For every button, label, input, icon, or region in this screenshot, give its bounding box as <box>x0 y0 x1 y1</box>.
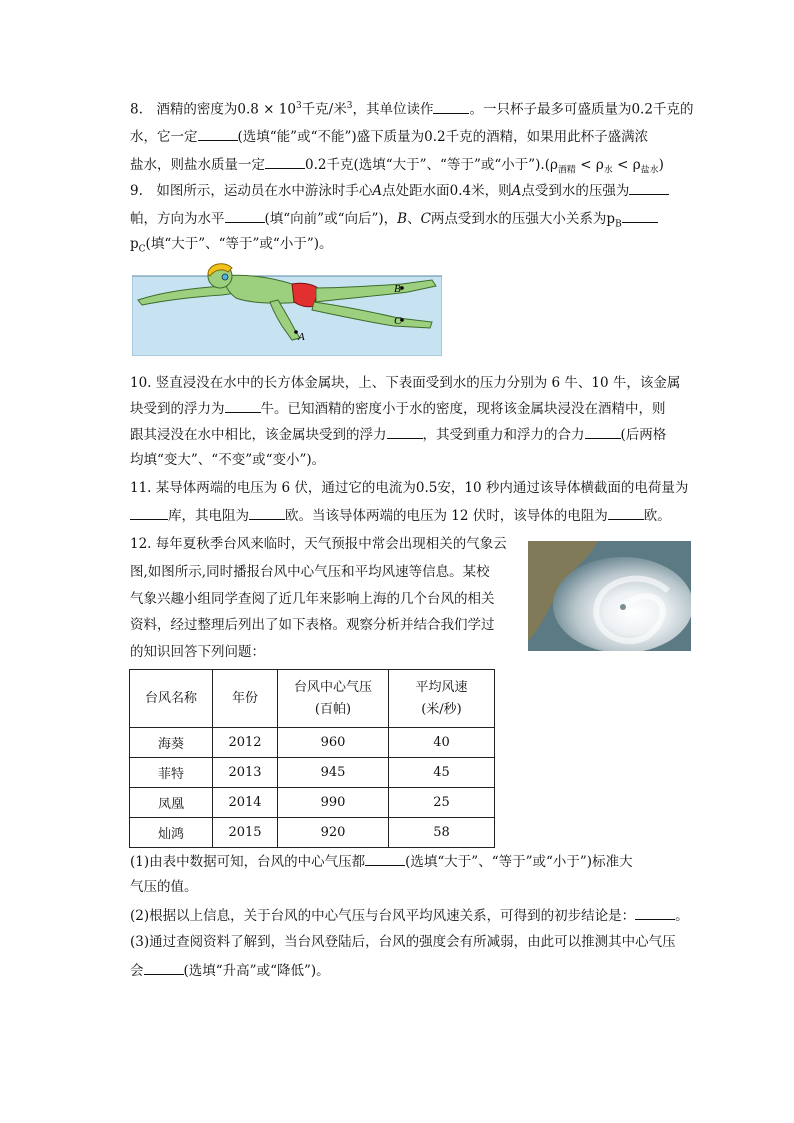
table-row <box>130 758 495 788</box>
subscript: 水 <box>603 165 613 176</box>
text: 台风中心气压 <box>293 679 372 695</box>
text: 帕，方向为水平 <box>130 211 225 227</box>
text: 欧。当该导体两端的电压为 12 伏时，该导体的电阻为 <box>285 508 608 524</box>
cell-wind: 40 <box>389 728 495 758</box>
cell-wind: 58 <box>389 818 495 848</box>
q12-sub3-line-1 <box>130 932 676 952</box>
text: 两点受到水的压强大小关系为p <box>430 211 616 227</box>
text: < ρ <box>575 157 604 173</box>
header-pressure <box>278 670 389 728</box>
answer-blank[interactable] <box>265 154 305 169</box>
text: 、 <box>407 211 421 227</box>
text: 年份 <box>231 690 258 706</box>
point-label: A <box>511 183 522 199</box>
q11-line-1 <box>130 478 688 498</box>
header-wind <box>389 670 495 728</box>
cell-pressure: 920 <box>278 818 389 848</box>
text: 台风名称 <box>144 690 197 706</box>
cell-pressure: 990 <box>278 788 389 818</box>
text: 水，它一定 <box>130 129 198 145</box>
text: 。 <box>675 908 689 924</box>
text: 的知识回答下列问题： <box>130 644 265 660</box>
answer-blank[interactable] <box>198 126 238 141</box>
exponent: 3 <box>346 101 353 111</box>
cell-wind: 25 <box>389 788 495 818</box>
text: 8. 酒精的密度为0.8 × 10 <box>130 101 296 118</box>
q12-line-1 <box>130 534 507 554</box>
swimmer-figure <box>132 262 442 356</box>
answer-blank[interactable] <box>433 99 469 114</box>
q8-line-1 <box>130 96 693 120</box>
text: 12. 每年夏秋季台风来临时，天气预报中常会出现相关的气象云 <box>130 536 507 552</box>
answer-blank[interactable] <box>249 505 285 520</box>
typhoon-cloud <box>553 557 691 651</box>
text: 资料，经过整理后列出了如下表格。观察分析并结合我们学过 <box>130 617 495 633</box>
q12-line-4 <box>130 615 495 635</box>
answer-blank[interactable] <box>585 424 621 439</box>
text: (填“向前”或“向后”)， <box>264 211 398 227</box>
q9-line-2 <box>130 208 658 235</box>
cell-pressure: 960 <box>278 728 389 758</box>
q12-line-2 <box>130 562 490 582</box>
text: (填“大于”、“等于”或“小于”)。 <box>145 236 333 252</box>
cell-year: 2012 <box>213 728 278 758</box>
q8-line-3 <box>130 154 664 181</box>
answer-blank[interactable] <box>635 905 675 920</box>
answer-blank[interactable] <box>629 180 669 195</box>
text: 跟其浸没在水中相比，该金属块受到的浮力 <box>130 427 387 443</box>
text: 10. 竖直浸没在水中的长方体金属块，上、下表面受到水的压力分别为 6 牛、10 牛，该金属 <box>130 375 681 391</box>
text: (百帕) <box>314 701 352 717</box>
label-a: A <box>298 331 305 343</box>
subscript: B <box>615 219 622 230</box>
q8-line-2 <box>130 126 648 147</box>
text: < ρ <box>612 157 641 173</box>
text: 。一只杯子最多可盛质量为0.2千克的 <box>469 101 694 118</box>
answer-blank[interactable] <box>225 208 265 223</box>
text: (1)由表中数据可知，台风的中心气压都 <box>130 854 366 870</box>
text: 图,如图所示,同时播报台风中心气压和平均风速等信息。某校 <box>130 564 490 580</box>
text: 均填“变大”、“不变”或“变小”)。 <box>130 452 326 468</box>
answer-blank[interactable] <box>622 208 658 223</box>
typhoon-eye <box>620 604 626 610</box>
q10-line-2 <box>130 398 666 419</box>
q9-line-1 <box>130 180 669 201</box>
header-name <box>130 670 213 728</box>
q11-line-2 <box>130 505 671 526</box>
text: 块受到的浮力为 <box>130 401 225 417</box>
text: ，其受到重力和浮力的合力 <box>422 427 585 443</box>
text: 点受到水的压强为 <box>521 183 630 199</box>
text: 千克/米 <box>301 101 347 118</box>
typhoon-satellite-image <box>528 541 691 651</box>
cell-name: 凤凰 <box>130 788 213 818</box>
text: 气象兴趣小组同学查阅了近几年来影响上海的几个台风的相关 <box>130 591 495 607</box>
text: 0.2千克(选填“大于”、“等于”或“小于”).(ρ <box>305 157 558 173</box>
text: 平均风速 <box>415 679 468 695</box>
text: (米/秒) <box>421 701 462 717</box>
cell-wind: 45 <box>389 758 495 788</box>
q10-line-4 <box>130 450 325 470</box>
label-c: C <box>394 315 402 327</box>
cell-name: 灿鸿 <box>130 818 213 848</box>
text: p <box>130 236 139 252</box>
point-b-dot <box>400 286 404 290</box>
typhoon-data-table <box>129 669 495 848</box>
text: 牛。已知酒精的密度小于水的密度，现将该金属块浸没在酒精中，则 <box>260 401 666 417</box>
text: 9. 如图所示，运动员在水中游泳时手心 <box>130 183 373 199</box>
text: (选填“能”或“不能”)盛下质量为0.2千克的酒精，如果用此杯子盛满浓 <box>237 129 649 145</box>
text: 库，其电阻为 <box>168 508 249 524</box>
point-label: C <box>420 211 431 227</box>
answer-blank[interactable] <box>387 424 423 439</box>
exponent: 3 <box>295 101 302 111</box>
answer-blank[interactable] <box>225 398 261 413</box>
text: ，其单位读作 <box>352 101 434 118</box>
text: (选填“升高”或“降低”)。 <box>183 963 330 979</box>
cell-name: 菲特 <box>130 758 213 788</box>
q12-line-3 <box>130 589 495 609</box>
cell-name: 海葵 <box>130 728 213 758</box>
table-row <box>130 818 495 848</box>
q12-sub3-line-2 <box>130 960 330 981</box>
text: 欧。 <box>643 508 671 524</box>
subscript: 盐水 <box>640 165 659 176</box>
text: ) <box>658 157 664 173</box>
table-header-row <box>130 670 495 728</box>
answer-blank[interactable] <box>365 851 405 866</box>
text: (后两格 <box>620 427 667 443</box>
subscript: 酒精 <box>557 165 576 176</box>
text: (选填“大于”、“等于”或“小于”)标准大 <box>405 854 633 870</box>
cell-year: 2014 <box>213 788 278 818</box>
text: 点处距水面0.4米，则 <box>382 183 512 199</box>
q12-line-5 <box>130 642 265 662</box>
q9-line-3 <box>130 234 333 260</box>
label-b: B <box>394 283 401 295</box>
text: (2)根据以上信息，关于台风的中心气压与台风平均风速关系，可得到的初步结论是： <box>130 908 636 924</box>
answer-blank[interactable] <box>608 505 644 520</box>
point-label: B <box>397 211 408 227</box>
point-label: A <box>372 183 383 199</box>
q12-sub2-line <box>130 905 689 926</box>
table-row <box>130 788 495 818</box>
header-year <box>213 670 278 728</box>
q12-sub1-line-2 <box>130 877 198 897</box>
cell-year: 2013 <box>213 758 278 788</box>
text: 气压的值。 <box>130 879 198 895</box>
text: (3)通过查阅资料了解到，当台风登陆后，台风的强度会有所减弱，由此可以推测其中心气压 <box>130 934 676 950</box>
text: 11. 某导体两端的电压为 6 伏，通过它的电流为0.5安，10 秒内通过该导体横截面的电荷量为 <box>130 480 689 496</box>
text: 会 <box>130 963 144 979</box>
goggles <box>222 274 228 280</box>
answer-blank[interactable] <box>144 960 184 975</box>
text: 盐水，则盐水质量一定 <box>130 157 265 173</box>
table-row <box>130 728 495 758</box>
answer-blank[interactable] <box>130 505 168 520</box>
cell-year: 2015 <box>213 818 278 848</box>
q12-sub1-line-1 <box>130 851 633 872</box>
cell-pressure: 945 <box>278 758 389 788</box>
subscript: C <box>138 244 146 255</box>
q10-line-1 <box>130 373 680 393</box>
q10-line-3 <box>130 424 666 445</box>
